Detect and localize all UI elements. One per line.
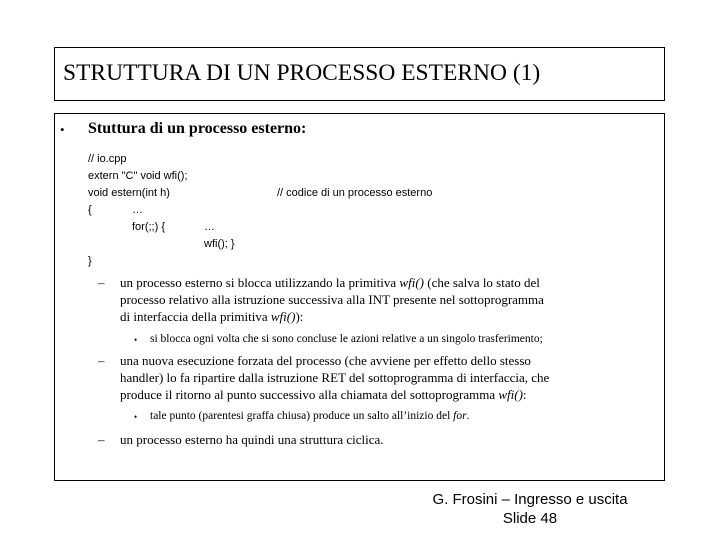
slide-title: STRUTTURA DI UN PROCESSO ESTERNO (1) <box>63 60 541 86</box>
footer-author: G. Frosini – Ingresso e uscita <box>432 491 628 508</box>
code-line-6: wfi(); } <box>204 238 235 250</box>
code-close-brace: } <box>88 255 92 267</box>
code-open-brace: { <box>88 204 92 216</box>
slide-number: Slide 48 <box>502 510 558 527</box>
code-ellipsis-1: … <box>132 204 143 216</box>
code-comment: // codice di un processo esterno <box>277 187 433 199</box>
code-line-1: // io.cpp <box>88 153 127 165</box>
main-bullet: • <box>60 122 65 137</box>
list-item-2: una nuova esecuzione forzata del processo (che avviene per effetto dello stesso handler) lo fa ripartire dalla istruzione RET del sottoprogramma di interfaccia, che produce il ritorno al punto successivo alla chiamata del sottoprogramma wfi(): <box>120 353 550 402</box>
section-heading: Stuttura di un processo esterno: <box>88 120 307 137</box>
code-line-5: for(;;) { <box>132 221 166 233</box>
dash-1: – <box>98 275 105 290</box>
list-item-1: un processo esterno si blocca utilizzando la primitiva wfi() (che salva lo stato del processo relativo alla istruzione successiva alla INT presente nel sottoprogramma di interfaccia della primitiva wfi()): <box>120 275 544 324</box>
sub-bullet-1: • <box>134 335 138 345</box>
code-line-2: extern "C" void wfi(); <box>88 170 188 182</box>
sub-bullet-2: • <box>134 412 138 422</box>
dash-2: – <box>98 353 105 368</box>
dash-3: – <box>98 432 105 447</box>
code-ellipsis-2: … <box>204 221 215 233</box>
sub-item-1: si blocca ogni volta che si sono concluse le azioni relative a un singolo trasferimento; <box>150 333 543 345</box>
list-item-3: un processo esterno ha quindi una struttura ciclica. <box>120 432 384 447</box>
slide-footer <box>390 490 670 528</box>
code-line-3: void estern(int h) <box>88 187 170 199</box>
sub-item-2: tale punto (parentesi graffa chiusa) produce un salto all’inizio del for. <box>150 410 470 422</box>
title-box <box>54 47 665 101</box>
